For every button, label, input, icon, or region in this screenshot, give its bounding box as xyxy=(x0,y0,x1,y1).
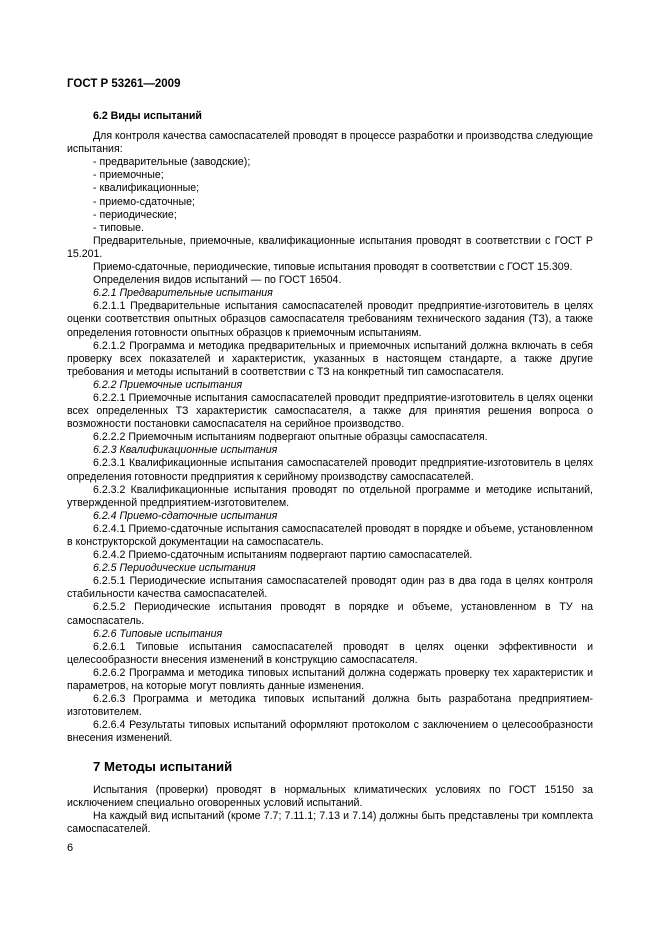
list-item: - предварительные (заводские); xyxy=(93,156,251,169)
subsection-title-6-2-6: 6.2.6 Типовые испытания xyxy=(93,627,223,640)
paragraph: 6.2.4.2 Приемо-сдаточным испытаниям подвергают партию самоспасателей. xyxy=(93,549,473,562)
paragraph: 6.2.2.1 Приемочные испытания самоспасателей проводит предприятие-изготовитель в целях оценки всех определенных ТЗ характеристик самоспасателя, а также для принятия решения вопроса о возможности постановки самоспасателя на серийное производство. xyxy=(67,391,593,431)
page-number: 6 xyxy=(67,842,74,854)
list-item: - типовые. xyxy=(93,221,144,234)
subsection-title-6-2-3: 6.2.3 Квалификационные испытания xyxy=(93,444,278,457)
paragraph: 6.2.3.1 Квалификационные испытания самоспасателей проводит предприятие-изготовитель в целях определения готовности предприятия к серийному производству самоспасателей. xyxy=(67,457,593,483)
paragraph: 6.2.6.3 Программа и методика типовых испытаний должна быть разработана предприятием-изготовителем. xyxy=(67,693,593,719)
subsection-title-6-2-5: 6.2.5 Периодические испытания xyxy=(93,562,256,575)
section-heading-7: 7 Методы испытаний xyxy=(93,758,233,774)
paragraph: 6.2.5.1 Периодические испытания самоспасателей проводят один раз в два года в целях контроля стабильности качества самоспасателей. xyxy=(67,575,593,601)
subsection-title-6-2-2: 6.2.2 Приемочные испытания xyxy=(93,378,243,391)
paragraph: 6.2.4.1 Приемо-сдаточные испытания самоспасателей проводят в порядке и объеме, установленном в конструкторской документации на самоспасатель. xyxy=(67,522,593,548)
paragraph: 6.2.6.2 Программа и методика типовых испытаний должна содержать проверку тех характеристик и параметров, на которые могут повлиять данные изменения. xyxy=(67,666,593,693)
paragraph: 6.2.1.1 Предварительные испытания самоспасателей проводит предприятие-изготовитель в целях оценки соответствия опытных образцов самоспасателя требованиям технического задания (ТЗ), а также определения готовности опытных образцов к приемочным испытаниям. xyxy=(67,300,593,339)
subsection-title-6-2-4: 6.2.4 Приемо-сдаточные испытания xyxy=(93,509,278,522)
section-heading-6-2: 6.2 Виды испытаний xyxy=(93,110,202,122)
document-body xyxy=(67,110,593,836)
paragraph: Предварительные, приемочные, квалификационные испытания проводят в соответствии с ГОСТ Р 15.201. xyxy=(67,234,593,260)
list-item: - приемочные; xyxy=(93,169,164,182)
paragraph: 6.2.6.1 Типовые испытания самоспасателей проводят в целях оценки эффективности и целесообразности внесения изменений в конструкцию самоспасателя. xyxy=(67,640,593,666)
paragraph: 6.2.1.2 Программа и методика предварительных и приемочных испытаний должна включать в себя проверку всех показателей и характеристик, указанных в настоящем стандарте, а также другие требования и методы испытаний в соответствии с ТЗ на конкретный тип самоспасателя. xyxy=(67,339,593,378)
paragraph: Испытания (проверки) проводят в нормальных климатических условиях по ГОСТ 15150 за исключением специально оговоренных условий испытаний. xyxy=(67,783,593,809)
paragraph: На каждый вид испытаний (кроме 7.7; 7.11.1; 7.13 и 7.14) должны быть представлены три комплекта самоспасателей. xyxy=(67,809,593,835)
paragraph: 6.2.6.4 Результаты типовых испытаний оформляют протоколом с заключением о целесообразности внесения изменений. xyxy=(67,719,593,745)
paragraph: Приемо-сдаточные, периодические, типовые испытания проводят в соответствии с ГОСТ 15.309. xyxy=(93,261,573,274)
paragraph: Определения видов испытаний — по ГОСТ 16504. xyxy=(93,274,342,287)
document-header: ГОСТ Р 53261—2009 xyxy=(67,78,181,90)
list-item: - периодические; xyxy=(93,208,177,221)
list-item: - квалификационные; xyxy=(93,182,200,195)
paragraph: 6.2.2.2 Приемочным испытаниям подвергают опытные образцы самоспасателя. xyxy=(93,431,488,444)
paragraph: 6.2.5.2 Периодические испытания проводят в порядке и объеме, установленном в ТУ на самоспасатель. xyxy=(67,601,593,627)
paragraph: 6.2.3.2 Квалификационные испытания проводят по отдельной программе и методике испытаний, утвержденной предприятием-изготовителем. xyxy=(67,483,593,509)
list-item: - приемо-сдаточные; xyxy=(93,195,195,208)
subsection-title-6-2-1: 6.2.1 Предварительные испытания xyxy=(93,287,273,300)
paragraph: Для контроля качества самоспасателей проводят в процессе разработки и производства следующие испытания: xyxy=(67,130,593,156)
